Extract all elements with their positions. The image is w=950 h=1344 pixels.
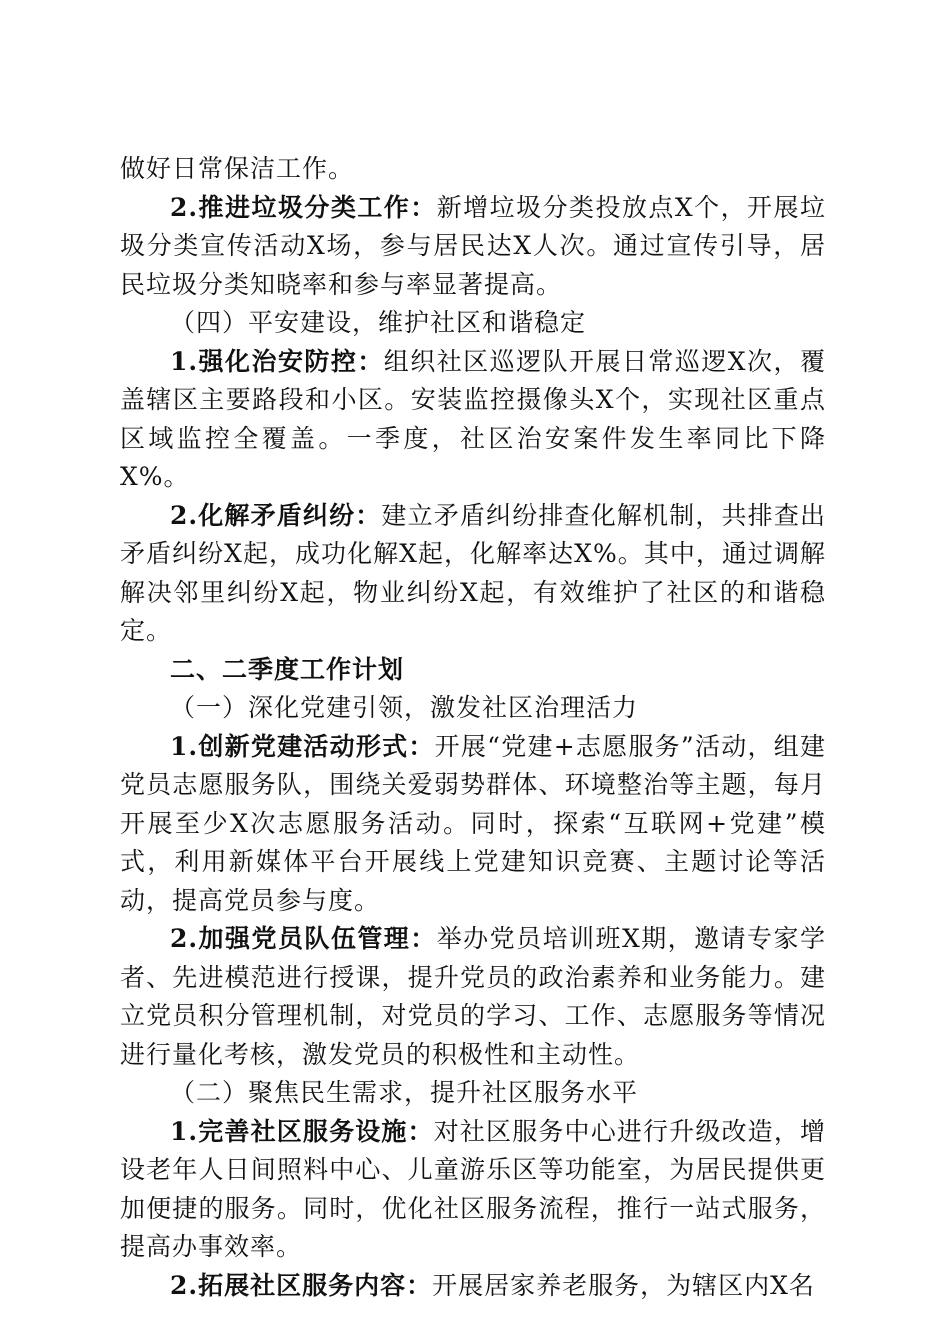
paragraph-text: 组织社区巡逻队开展日常巡逻X次，覆盖辖区主要路段和小区。安装监控摄像头X个，实现社区重点区域监控全覆盖。一季度，社区治安案件发生率同比下降X%。: [120, 346, 826, 491]
paragraph-lead: 2.加强党员队伍管理：: [170, 924, 437, 953]
paragraph-text: 举办党员培训班X期，邀请专家学者、先进模范进行授课，提升党员的政治素养和业务能力。建立党员积分管理机制，对党员的学习、工作、志愿服务等情况进行量化考核，激发党员的积极性和主动性。: [120, 924, 826, 1069]
paragraph-lead: 2.推进垃圾分类工作：: [170, 192, 437, 222]
paragraph-lead: 2.拓展社区服务内容：: [170, 1270, 433, 1300]
paragraph-lead: 1.强化治安防控：: [170, 346, 384, 376]
paragraph-text: 做好日常保洁工作。: [120, 154, 355, 183]
paragraph-lead: 1.创新党建活动形式：: [170, 731, 435, 761]
paragraph-text: 新增垃圾分类投放点X个，开展垃圾分类宣传活动X场，参与居民达X人次。通过宣传引导，居民垃圾分类知晓率和参与率显著提高。: [120, 192, 826, 299]
paragraph: [120, 728, 826, 921]
document-body: [120, 150, 826, 1305]
section-subheading: （四）平安建设，维护社区和谐稳定: [170, 308, 587, 337]
paragraph: [120, 1267, 826, 1306]
paragraph: [120, 920, 826, 1074]
paragraph-text: 开展居家养老服务，为辖区内X名: [432, 1270, 815, 1300]
paragraph-text: 对社区服务中心进行升级改造，增设老年人日间照料中心、儿童游乐区等功能室，为居民提供更加便捷的服务。同时，优化社区服务流程，推行一站式服务，提高办事效率。: [120, 1116, 826, 1261]
paragraph: [120, 189, 826, 305]
section-subheading: （二）聚焦民生需求，提升社区服务水平: [170, 1078, 639, 1107]
paragraph-lead: 1.完善社区服务设施：: [170, 1116, 434, 1146]
paragraph: [120, 1113, 826, 1267]
section-subheading: （一）深化党建引领，激发社区治理活力: [170, 693, 639, 722]
section-heading: 二、二季度工作计划: [170, 654, 405, 684]
paragraph-text: 建立矛盾纠纷排查化解机制，共排查出矛盾纠纷X起，成功化解X起，化解率达X%。其中，通过调解解决邻里纠纷X起，物业纠纷X起，有效维护了社区的和谐稳定。: [120, 500, 826, 645]
paragraph-lead: 2.化解矛盾纠纷：: [170, 500, 382, 530]
paragraph: [120, 497, 826, 651]
paragraph: [120, 343, 826, 497]
paragraph: [120, 150, 826, 189]
paragraph-text: 开展“党建+志愿服务”活动，组建党员志愿服务队，围绕关爱弱势群体、环境整治等主题，每月开展至少X次志愿服务活动。同时，探索“互联网+党建”模式，利用新媒体平台开展线上党建知识竞赛、主题讨论等活动，提高党员参与度。: [120, 731, 826, 915]
